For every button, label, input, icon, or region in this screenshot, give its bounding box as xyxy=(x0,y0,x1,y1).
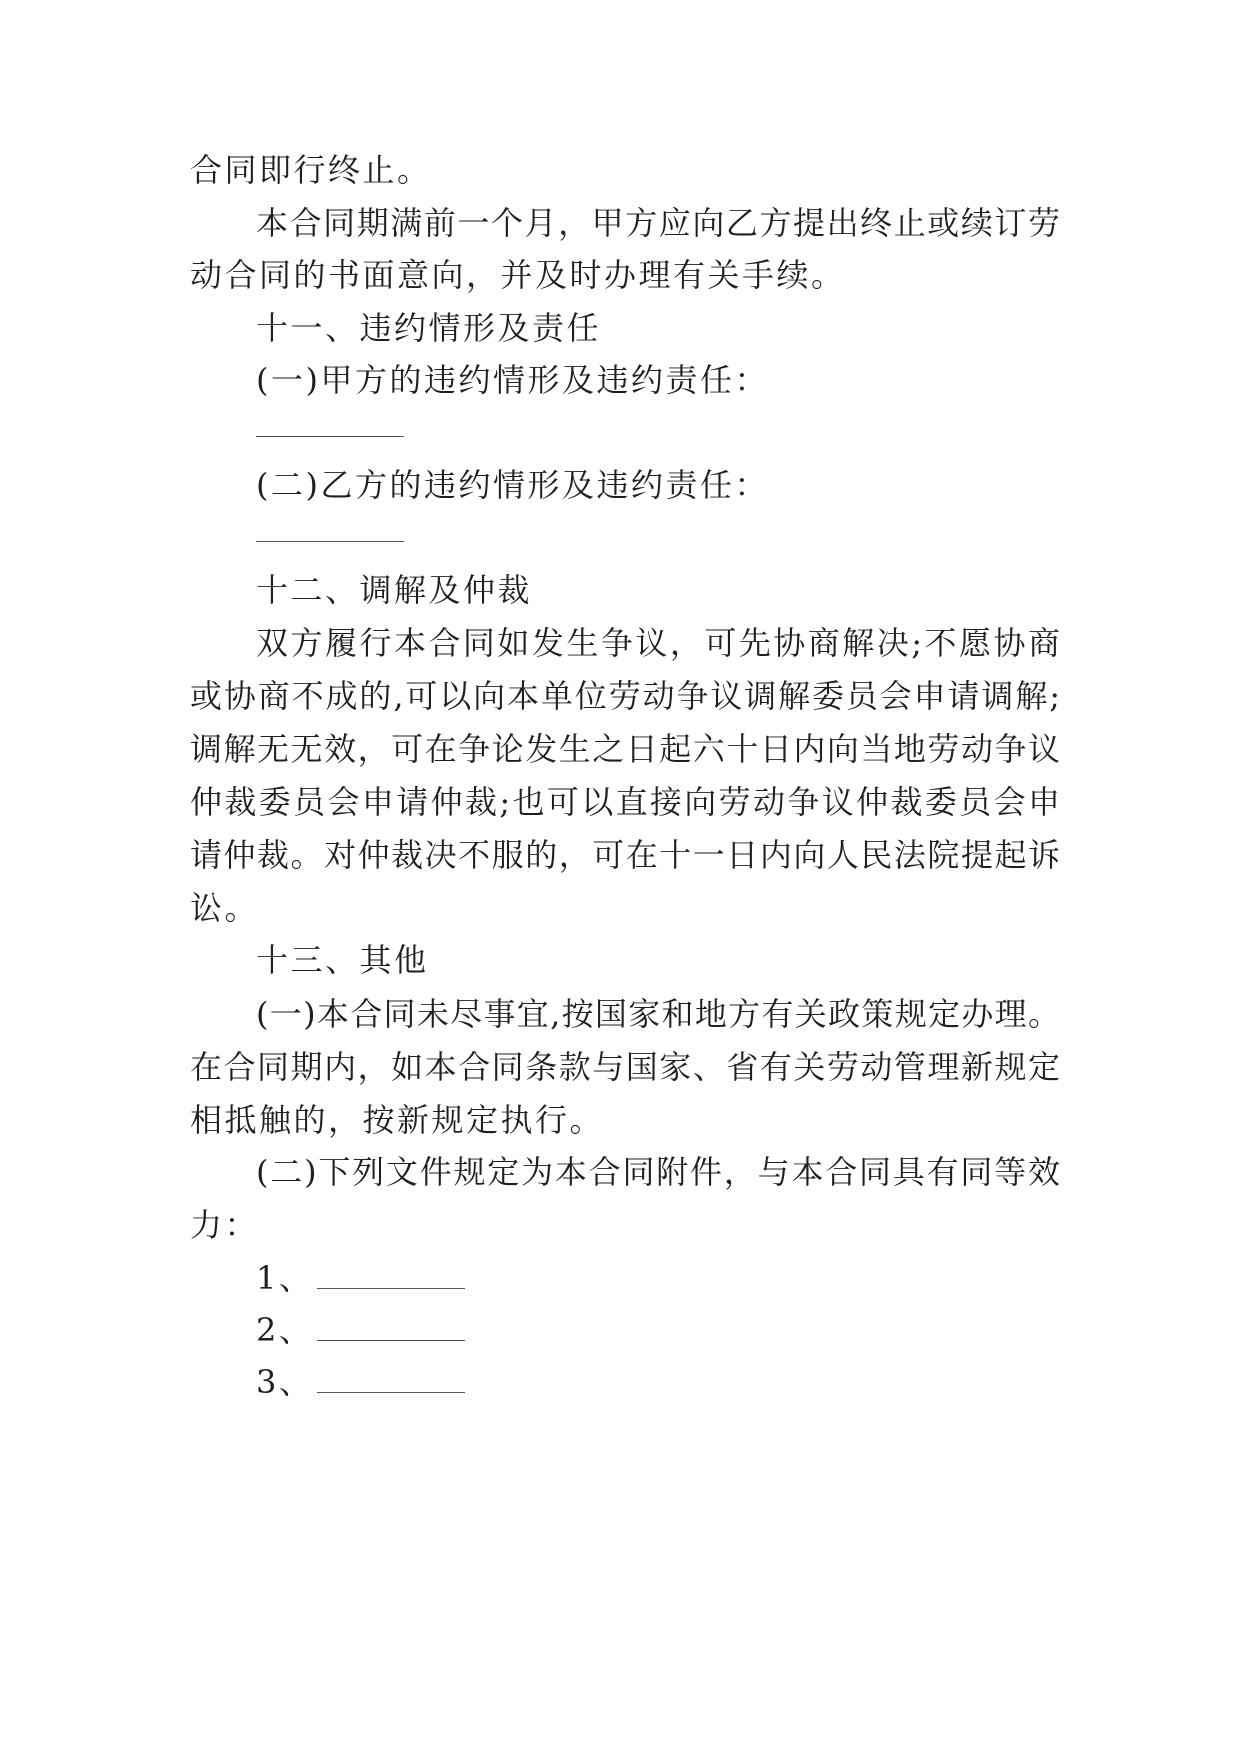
attachment-number: 3、 xyxy=(256,1363,314,1401)
text-line: 相抵触的，按新规定执行。 xyxy=(190,1101,605,1139)
section-heading: 十二、调解及仲裁 xyxy=(256,571,533,609)
text-line: 双方履行本合同如发生争议，可先协商解决;不愿协商 xyxy=(256,624,1060,662)
text-line: 力： xyxy=(190,1206,260,1244)
text-line: 讼。 xyxy=(190,889,260,927)
attachment-item xyxy=(256,1310,1126,1350)
text-line: 在合同期内，如本合同条款与国家、省有关劳动管理新规定 xyxy=(190,1048,1060,1086)
text-line: (一)甲方的违约情形及违约责任： xyxy=(256,361,769,399)
attachment-number: 1、 xyxy=(256,1259,314,1297)
blank-fill-line xyxy=(317,1288,465,1289)
text-line: 本合同期满前一个月，甲方应向乙方提出终止或续订劳 xyxy=(256,204,1060,242)
attachment-number: 2、 xyxy=(256,1311,314,1349)
text-line: 合同即行终止。 xyxy=(190,151,432,189)
blank-fill-line xyxy=(317,1392,465,1393)
blank-fill-line xyxy=(256,436,404,437)
section-heading: 十一、违约情形及责任 xyxy=(256,309,602,347)
text-line: (一)本合同未尽事宜,按国家和地方有关政策规定办理。 xyxy=(256,995,1060,1033)
blank-fill-line xyxy=(256,541,404,542)
text-line: 仲裁委员会申请仲裁;也可以直接向劳动争议仲裁委员会申 xyxy=(190,783,1060,821)
text-line: (二)乙方的违约情形及违约责任： xyxy=(256,466,769,504)
text-line: 或协商不成的,可以向本单位劳动争议调解委员会申请调解; xyxy=(190,677,1060,715)
text-line: 动合同的书面意向，并及时办理有关手续。 xyxy=(190,256,846,294)
text-line: 请仲裁。对仲裁决不服的，可在十一日内向人民法院提起诉 xyxy=(190,836,1060,874)
text-line: 调解无无效，可在争论发生之日起六十日内向当地劳动争议 xyxy=(190,730,1060,768)
attachment-item xyxy=(256,1258,1126,1298)
text-line: (二)下列文件规定为本合同附件，与本合同具有同等效 xyxy=(256,1153,1060,1191)
attachment-item xyxy=(256,1362,1126,1402)
section-heading: 十三、其他 xyxy=(256,941,429,979)
blank-fill-line xyxy=(317,1340,465,1341)
